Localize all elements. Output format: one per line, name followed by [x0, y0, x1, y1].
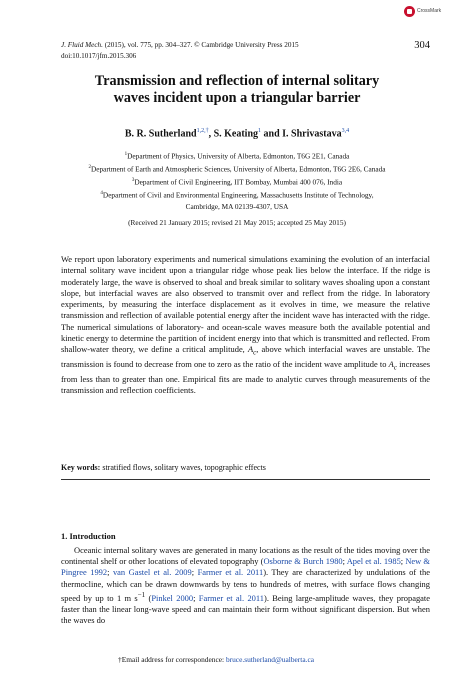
correspondence-email-link[interactable]: bruce.sutherland@ualberta.ca: [225, 655, 315, 664]
citation-link[interactable]: Farmer et al. 2011: [198, 592, 265, 603]
citation-link[interactable]: Farmer et al. 2011: [197, 567, 264, 578]
body-text: ;: [107, 567, 113, 578]
keywords-divider: [61, 479, 430, 480]
author-name: B. R. Sutherland: [124, 128, 197, 140]
affiliation-number: 1: [124, 152, 128, 157]
author-affil-ref[interactable]: 1: [258, 128, 262, 134]
crossmark-label: CrossMark: [417, 8, 442, 14]
title-line-1: Transmission and reflection of internal solitary: [94, 73, 380, 89]
corresponding-mark[interactable]: †: [205, 128, 209, 134]
page-number: 304: [414, 40, 430, 51]
citation-link[interactable]: Osborne & Burch 1980: [263, 556, 343, 567]
affiliation-line: [40, 201, 434, 213]
title-line-2: waves incident upon a triangular barrier: [113, 90, 361, 106]
abstract-text: increases from less than to greater than one. Empirical fits are made to analytic curves through measurements of the transmission and reflection coefficients.: [61, 358, 431, 396]
journal-citation: [61, 40, 430, 51]
body-text: Oceanic internal solitary waves are generated in many locations as the result of the tides moving over the continental shelf or other locations of elevated topography (: [61, 545, 430, 567]
abstract-text: , above which interfacial waves are unstable. The transmission is found to decrease from one to zero as the ratio of the incident wave amplitude to: [61, 344, 430, 369]
received-dates: (Received 21 January 2015; revised 21 May 2015; accepted 25 May 2015): [128, 218, 346, 227]
affiliation-text: Department of Civil Engineering, IIT Bombay, Mumbai 400 076, India: [134, 177, 343, 187]
author-list: [0, 128, 474, 139]
math-variable: A: [247, 344, 254, 354]
body-text: ;: [193, 592, 199, 603]
author-name: S. Keating: [213, 128, 259, 140]
affiliation-number: 3: [131, 177, 135, 183]
affiliation-text: Cambridge, MA 02139-4307, USA: [185, 201, 289, 211]
affiliation-number: 4: [100, 190, 103, 196]
abstract: [61, 254, 430, 396]
citation-link[interactable]: Apel et al. 1985: [346, 556, 401, 567]
paper-title: [40, 73, 434, 107]
math-variable: A: [388, 358, 394, 369]
math-subscript: c: [393, 363, 397, 372]
affiliation-line: [40, 162, 434, 175]
author-separator: and: [261, 128, 283, 140]
crossmark-badge[interactable]: [404, 4, 454, 18]
affiliation-text: Department of Physics, University of Alberta, Edmonton, T6G 2E1, Canada: [127, 151, 350, 161]
author-separator: ,: [208, 128, 214, 140]
affiliations: [40, 149, 434, 212]
keywords: [61, 463, 430, 472]
footnote-text: †Email address for correspondence:: [118, 655, 226, 664]
body-text: ;: [400, 556, 406, 567]
journal-volume-info: (2015), vol. 775, pp. 304–327. © Cambridge University Press 2015: [102, 41, 299, 49]
affiliation-text: Department of Civil and Environmental Engineering, Massachusetts Institute of Technology,: [102, 190, 374, 200]
affiliation-line: [40, 175, 434, 188]
introduction-body: [61, 545, 430, 626]
affiliation-line: [40, 188, 434, 201]
affiliation-line: [40, 149, 434, 162]
section-heading: 1. Introduction: [61, 531, 116, 541]
keywords-label: Key words:: [61, 463, 101, 472]
author-affil-ref[interactable]: 3,4: [341, 128, 350, 134]
citation-link[interactable]: Pinkel 2000: [151, 592, 194, 603]
journal-name: J. Fluid Mech.: [61, 41, 103, 49]
citation-link[interactable]: van Gastel et al. 2009: [112, 567, 192, 578]
affiliation-number: 2: [88, 164, 91, 170]
affiliation-text: Department of Earth and Atmospheric Sciences, University of Alberta, Edmonton, T6G 2E6, Canada: [90, 164, 386, 174]
abstract-paragraph: [61, 254, 430, 396]
footnote: [118, 655, 314, 664]
body-text: ;: [191, 567, 198, 578]
citation-link[interactable]: New & Pingree 1992: [61, 556, 430, 578]
crossmark-icon: [404, 6, 415, 17]
author-name: I. Shrivastava: [282, 128, 342, 140]
math-subscript: c: [253, 348, 257, 357]
keywords-text: stratified flows, solitary waves, topographic effects: [100, 463, 266, 472]
body-text: ;: [342, 556, 347, 567]
body-text: (: [145, 592, 152, 603]
doi[interactable]: doi:10.1017/jfm.2015.306: [61, 52, 137, 60]
intro-paragraph: [61, 545, 430, 626]
author-affil-ref[interactable]: 1,2,: [196, 128, 206, 134]
body-text: ). Being large-amplitude waves, they propagate faster than the linear long-wave speed and can maintain their form without significant dispersion. But when the waves do: [61, 592, 430, 626]
abstract-text: We report upon laboratory experiments and numerical simulations examining the evolution of an interfacial internal solitary wave incident upon a triangular ridge whose peak lies below the interface. If the ridge is moderately large, the wave is observed to shoal and break similar to solitary waves shoaling upon a constant slope, but interfacial waves are also observed to transmit over and reflect from the ridge. In laboratory experiments, by measuring the interface displacement as it evolves in time, we measure the relative transmission and reflection of available potential energy after the incident wave has interacted with the ridge. The numerical simulations of laboratory- and ocean-scale waves measure both the available potential and kinetic energy to determine the partition of incident energy into that which is transmitted and reflected. From shallow-water theory, we define a critical amplitude,: [61, 254, 430, 354]
unit-exponent: −1: [137, 590, 146, 599]
body-text: ). They are characterized by undulations of the thermocline, which can be drawn downwards by tens to hundreds of metres, with surface flows changing speed by up to 1 m s: [61, 567, 430, 603]
journal-header: [61, 40, 430, 62]
